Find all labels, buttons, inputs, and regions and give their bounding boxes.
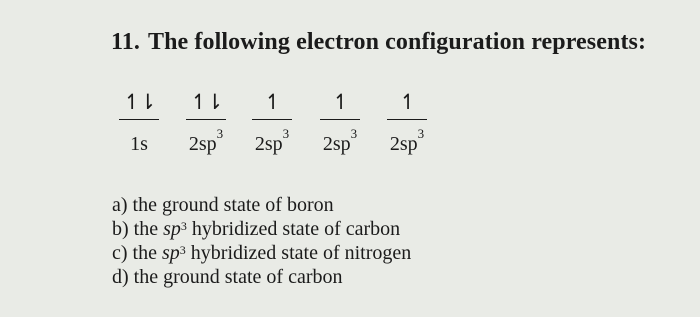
- electron-arrows: ↿⇂: [123, 90, 155, 114]
- question-prompt: The following electron configuration represents:: [147, 29, 647, 55]
- choice-d: d) the ground state of carbon: [112, 266, 343, 288]
- orbital-label: 1s: [130, 133, 148, 155]
- answer-choices: [112, 193, 411, 289]
- orbital-line: [387, 119, 427, 120]
- electron-arrows: ↿: [264, 90, 280, 114]
- orbital-label: $2sp^3$: [322, 126, 358, 155]
- orbital-2sp3-3: [318, 88, 362, 160]
- orbital-2sp3-4: [385, 88, 429, 160]
- orbital-label: $2sp^3$: [188, 126, 224, 155]
- orbital-line: [119, 119, 159, 120]
- question-number: 11.: [111, 29, 140, 55]
- orbital-1s: [117, 88, 161, 160]
- choice-b: b) the $sp^3$ hybridized state of carbon: [112, 218, 401, 240]
- choice-a: a) the ground state of boron: [112, 194, 334, 216]
- orbital-line: [252, 119, 292, 120]
- orbital-label: $2sp^3$: [389, 126, 425, 155]
- electron-arrows: ↿: [399, 90, 415, 114]
- electron-arrows: ↿⇂: [190, 90, 222, 114]
- choice-c: c) the $sp^3$ hybridized state of nitrogen: [112, 242, 412, 264]
- orbital-line: [186, 119, 226, 120]
- orbital-label: $2sp^3$: [254, 126, 290, 155]
- electron-arrows: ↿: [332, 90, 348, 114]
- orbital-2sp3-1: [184, 88, 228, 160]
- orbital-2sp3-2: [250, 88, 294, 160]
- orbital-line: [320, 119, 360, 120]
- question-text: [111, 29, 646, 56]
